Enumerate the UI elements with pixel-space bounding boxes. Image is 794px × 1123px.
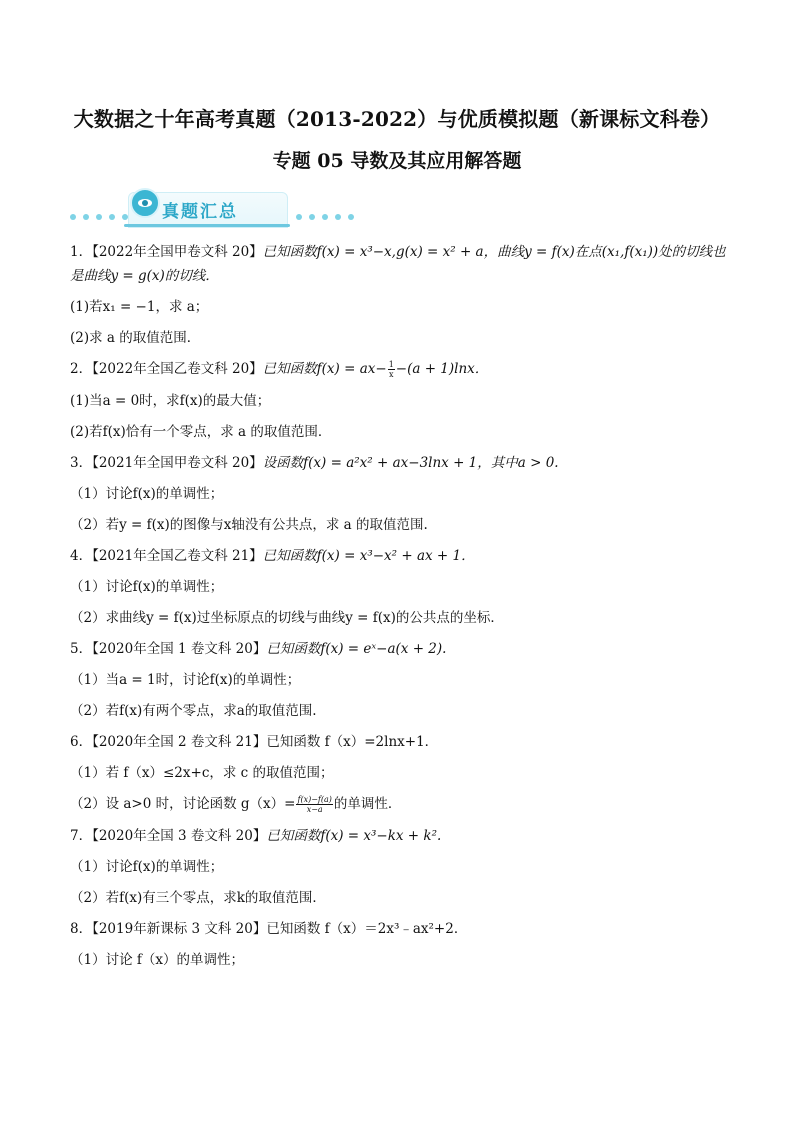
fraction: $\frac{1}{x}$ bbox=[388, 360, 394, 379]
problem-1-stem-cont: 是曲线y = g(x)的切线． bbox=[70, 268, 219, 284]
banner-dots-left bbox=[70, 214, 128, 222]
problem-7-part-1: （1）讨论f(x)的单调性； bbox=[70, 859, 224, 875]
section-banner bbox=[70, 186, 360, 234]
fraction: $\frac{f(x)-f(a)}{x-a}$ bbox=[297, 795, 332, 814]
problem-5-part-1: （1）当a = 1时，讨论f(x)的单调性； bbox=[70, 672, 301, 688]
problem-1-stem: 1．【2022年全国甲卷文科 20】已知函数f(x) = x³−x,g(x) = x² + a，曲线y = f(x)在点(x₁,f(x₁))处的切线也 bbox=[70, 244, 726, 260]
problem-4-stem: 4．【2021年全国乙卷文科 21】已知函数f(x) = x³−x² + ax + 1． bbox=[70, 548, 475, 564]
problem-7-part-2: （2）若f(x)有三个零点，求k的取值范围． bbox=[70, 890, 326, 906]
problem-1-part-2: (2)求 a 的取值范围． bbox=[70, 330, 201, 346]
banner-label: 真题汇总 bbox=[162, 202, 238, 222]
problem-5-part-2: （2）若f(x)有两个零点，求a的取值范围. bbox=[70, 703, 317, 719]
document-subtitle: 专题 05 导数及其应用解答题 bbox=[272, 150, 522, 172]
problem-6-part-1: （1）若 f（x）≤2x+c，求 c 的取值范围； bbox=[70, 765, 334, 781]
document-title: 大数据之十年高考真题（2013-2022）与优质模拟题（新课标文科卷） bbox=[73, 107, 721, 131]
problem-4-part-2: （2）求曲线y = f(x)过坐标原点的切线与曲线y = f(x)的公共点的坐标． bbox=[70, 610, 504, 626]
problem-2-part-1: (1)当a = 0时，求f(x)的最大值； bbox=[70, 393, 271, 409]
problem-list bbox=[70, 243, 730, 982]
problem-8-stem: 8．【2019年新课标 3 文科 20】已知函数 f（x）＝2x³﹣ax²+2． bbox=[70, 921, 468, 937]
problem-6-stem: 6．【2020年全国 2 卷文科 21】已知函数 f（x）=2lnx+1． bbox=[70, 734, 439, 750]
eye-icon bbox=[130, 188, 160, 218]
problem-5-stem: 5．【2020年全国 1 卷文科 20】已知函数f(x) = eˣ−a(x + 2). bbox=[70, 641, 447, 657]
problem-4-part-1: （1）讨论f(x)的单调性； bbox=[70, 579, 224, 595]
problem-7-stem: 7．【2020年全国 3 卷文科 20】已知函数f(x) = x³−kx + k². bbox=[70, 828, 442, 844]
problem-1-part-1: (1)若x₁ = −1，求 a； bbox=[70, 299, 209, 315]
problem-3-part-2: （2）若y = f(x)的图像与x轴没有公共点，求 a 的取值范围. bbox=[70, 517, 428, 533]
banner-underline bbox=[124, 224, 290, 227]
problem-8-part-1: （1）讨论 f（x）的单调性； bbox=[70, 952, 244, 968]
problem-3-part-1: （1）讨论f(x)的单调性； bbox=[70, 486, 224, 502]
problem-6-part-2: （2）设 a>0 时，讨论函数 g（x）= $\frac{f(x)-f(a)}{x-a}$ 的单调性． bbox=[70, 795, 402, 814]
banner-dots-right bbox=[296, 214, 354, 222]
problem-2-part-2: (2)若f(x)恰有一个零点，求 a 的取值范围． bbox=[70, 424, 332, 440]
problem-3-stem: 3．【2021年全国甲卷文科 20】设函数f(x) = a²x² + ax−3lnx + 1，其中a > 0. bbox=[70, 455, 559, 471]
problem-2-stem: 2．【2022年全国乙卷文科 20】已知函数f(x) = ax− $\frac{1}{x}$ −(a + 1)lnx． bbox=[70, 360, 489, 379]
